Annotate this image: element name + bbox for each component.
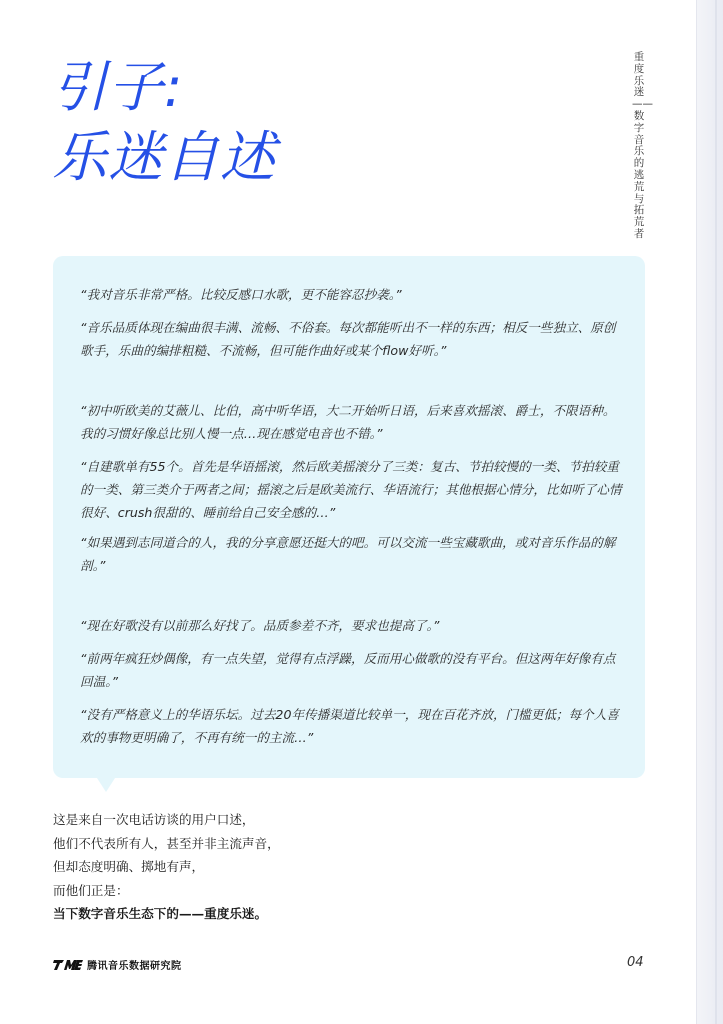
side-caption: 重度乐迷——数字音乐的逃荒与拓荒者: [632, 51, 653, 240]
closing-line-5: 当下数字音乐生态下的——重度乐迷。: [53, 906, 268, 921]
closing-line-4: 而他们正是：: [53, 882, 129, 898]
closing-line-2: 他们不代表所有人，甚至并非主流声音，: [53, 835, 280, 851]
closing-line-1: 这是来自一次电话访谈的用户口述，: [53, 812, 255, 827]
title-line-2: 乐迷自述: [52, 125, 277, 189]
quote-6: “现在好歌没有以前那么好找了。品质参差不齐，要求也提高了。”: [80, 618, 440, 633]
page-title: [52, 52, 276, 192]
quote-7: “前两年疯狂炒偶像，有一点失望，觉得有点浮躁，反而用心做歌的没有平台。但这两年好像有点回温。”: [80, 651, 616, 689]
footer-logo: [53, 957, 182, 972]
title-line-1: 引子:: [52, 55, 184, 119]
quote-1: “我对音乐非常严格。比较反感口水歌，更不能容忍抄袭。”: [80, 287, 402, 302]
quote-3: “初中听欧美的艾薇儿、比伯，高中听华语，大二开始听日语，后来喜欢摇滚、爵士，不限语种。我的习惯好像总比别人慢一点…现在感觉电音也不错。”: [80, 403, 616, 441]
footer-org-name: 腾讯音乐数据研究院: [87, 961, 182, 972]
page-number: 04: [627, 955, 644, 970]
page-edge-strip: [696, 0, 723, 1024]
quote-2: “音乐品质体现在编曲很丰满、流畅、不俗套。每次都能听出不一样的东西；相反一些独立、原创歌手，乐曲的编排粗糙、不流畅，但可能作曲好或某个flow好听。”: [80, 320, 616, 358]
closing-paragraph: [53, 808, 280, 926]
tme-logo-icon: [53, 958, 83, 972]
quote-4: “自建歌单有55个。首先是华语摇滚，然后欧美摇滚分了三类：复古、节拍较慢的一类、节拍较重的一类、第三类介于两者之间；摇滚之后是欧美流行、华语流行；其他根据心情分，比如听了心情很好、crush很甜的、睡前给自己安全感的…”: [80, 459, 622, 520]
closing-line-3: 但却态度明确、掷地有声，: [53, 859, 205, 874]
quote-5: “如果遇到志同道合的人，我的分享意愿还挺大的吧。可以交流一些宝藏歌曲，或对音乐作品的解剖。”: [80, 535, 616, 573]
quote-8: “没有严格意义上的华语乐坛。过去20年传播渠道比较单一，现在百花齐放，门槛更低；每个人喜欢的事物更明确了，不再有统一的主流…”: [80, 707, 619, 745]
